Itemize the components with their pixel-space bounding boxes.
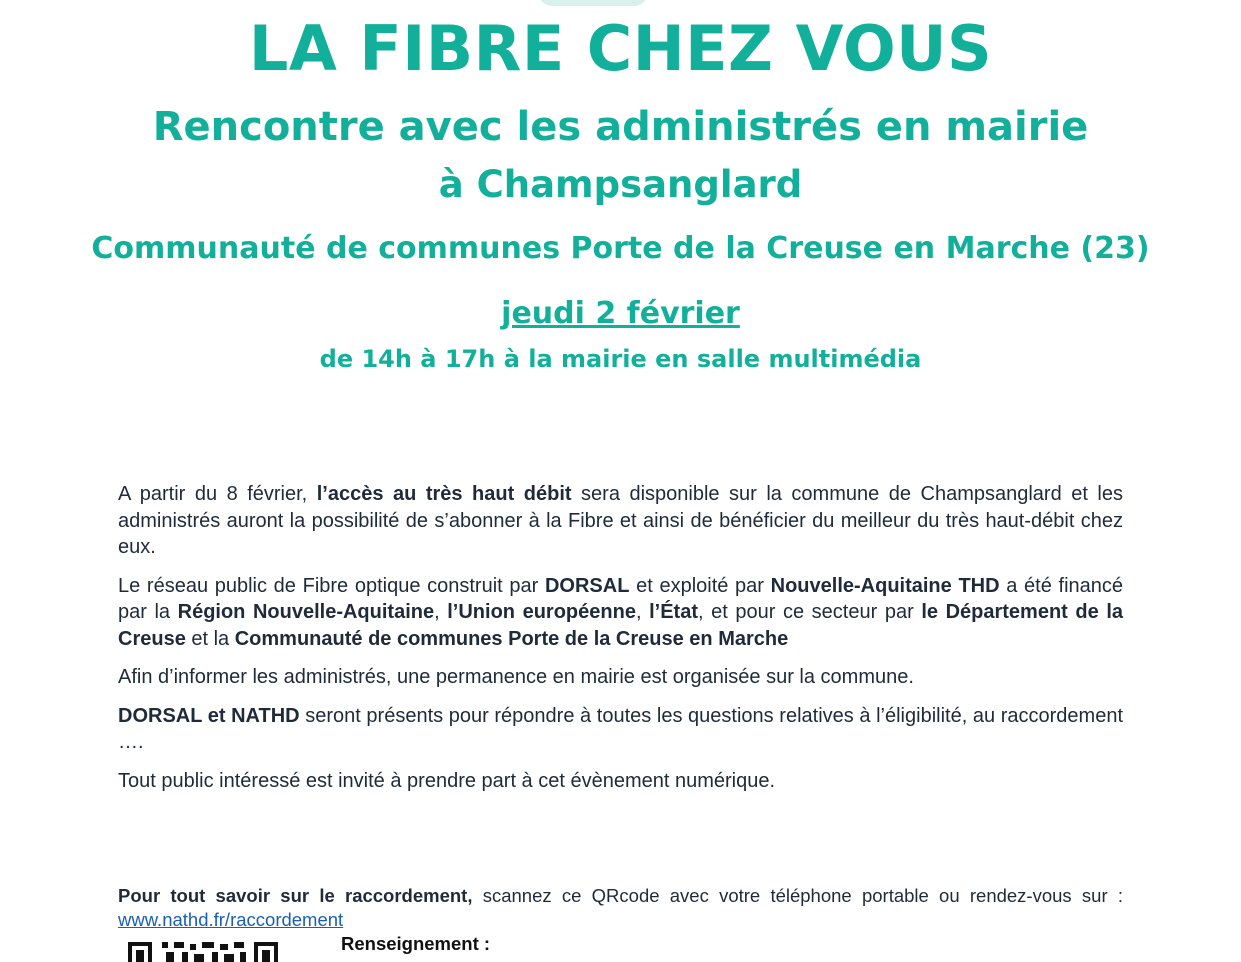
raccordement-link[interactable]: www.nathd.fr/raccordement <box>118 909 344 930</box>
decorative-arc <box>538 0 648 6</box>
event-time-place: de 14h à 17h à la mairie en salle multimédia <box>319 345 922 373</box>
event-date: jeudi 2 février <box>501 296 740 331</box>
info-label: Renseignement : <box>341 933 491 954</box>
paragraph-funding: Le réseau public de Fibre optique construit par DORSAL et exploité par Nouvelle-Aquitaine THD a été financé par la Région Nouvelle-Aquitaine, l’Union européenne, l’État, et pour ce secteur par le Département de la Creuse et la Communauté de communes Porte de la Creuse en Marche <box>118 574 1124 650</box>
page-title: LA FIBRE CHEZ VOUS <box>248 12 993 85</box>
footer-info <box>118 884 1123 932</box>
footer-lead: Pour tout savoir sur le raccordement, <box>118 885 473 906</box>
paragraph-invite: Tout public intéressé est invité à prendre part à cet évènement numérique. <box>118 769 776 792</box>
paragraph-access: A partir du 8 février, l’accès au très haut débit sera disponible sur la commune de Champsanglard et les administrés auront la possibilité de s’abonner à la Fibre et ainsi de bénéficier du meilleur du très haut-débit chez eux. <box>118 483 1123 558</box>
footer-text: scannez ce QRcode avec votre téléphone portable ou rendez-vous sur : <box>472 885 1123 906</box>
paragraph-presence: DORSAL et NATHD seront présents pour répondre à toutes les questions relatives à l’éligibilité, au raccordement …. <box>118 704 1124 753</box>
community-name: Communauté de communes Porte de la Creuse en Marche (23) <box>91 231 1150 266</box>
announcement-body <box>118 481 1123 806</box>
subtitle-town: à Champsanglard <box>438 163 803 206</box>
qr-code-icon <box>128 940 278 962</box>
subtitle-meeting: Rencontre avec les administrés en mairie <box>152 104 1089 150</box>
paragraph-inform: Afin d’informer les administrés, une permanence en mairie est organisée sur la commune. <box>118 666 914 688</box>
